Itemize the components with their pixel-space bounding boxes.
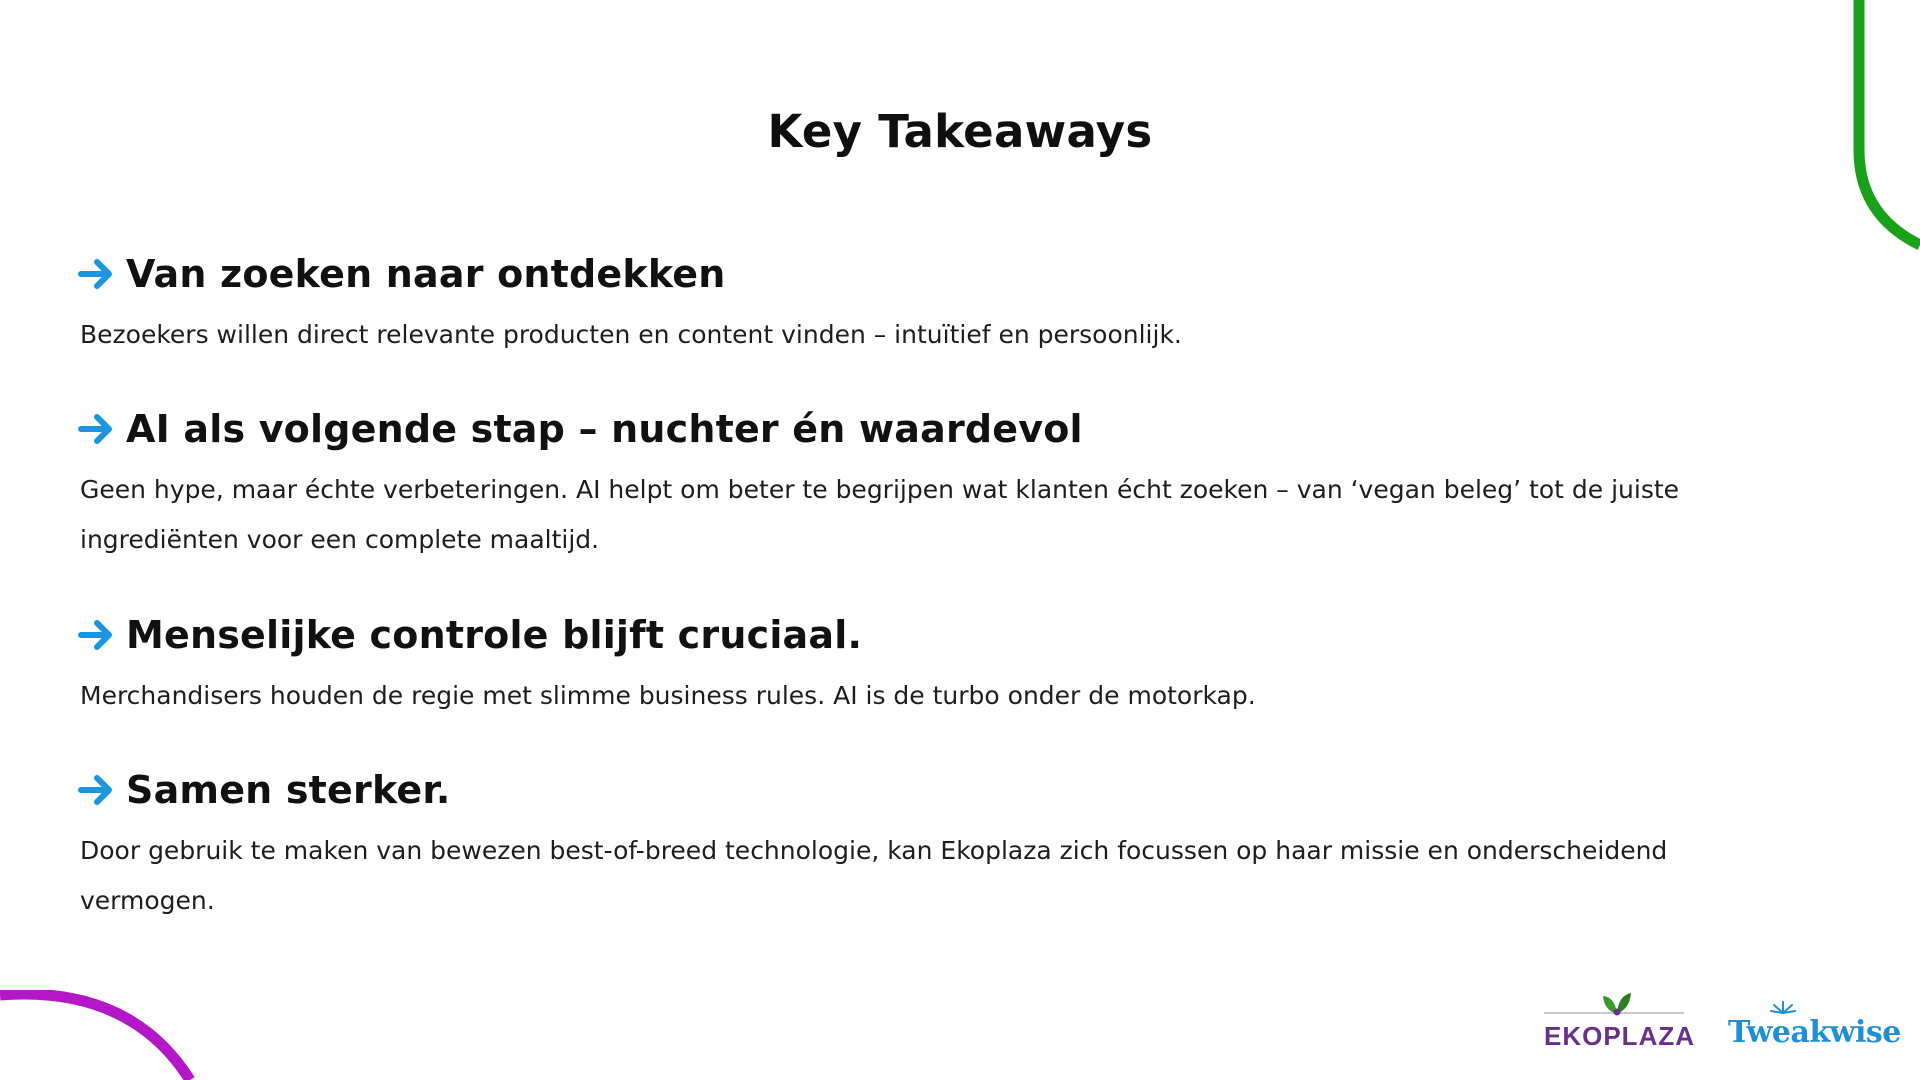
- takeaway-item: [78, 401, 1758, 565]
- takeaway-header: [78, 246, 1758, 302]
- takeaway-heading: Samen sterker.: [126, 768, 451, 812]
- purple-arc-decoration: [0, 990, 200, 1080]
- takeaway-header: [78, 401, 1758, 457]
- takeaway-item: [78, 762, 1758, 926]
- arrow-right-icon: [78, 617, 114, 653]
- takeaway-body: Merchandisers houden de regie met slimme business rules. AI is de turbo onder de motorkap.: [80, 681, 1256, 710]
- takeaway-heading: Van zoeken naar ontdekken: [126, 252, 726, 296]
- tweakwise-wordmark: Tweakwise: [1728, 1015, 1901, 1050]
- takeaway-heading: Menselijke controle blijft cruciaal.: [126, 613, 863, 657]
- page-title: Key Takeaways: [767, 105, 1153, 158]
- takeaway-body: Bezoekers willen direct relevante producten en content vinden – intuïtief en persoonlijk.: [80, 320, 1182, 349]
- sparkle-icon: [1770, 1000, 1796, 1014]
- takeaway-heading: AI als volgende stap – nuchter én waardevol: [126, 407, 1083, 451]
- arrow-right-icon: [78, 772, 114, 808]
- takeaway-item: [78, 246, 1758, 360]
- takeaway-body: Geen hype, maar échte verbeteringen. AI helpt om beter te begrijpen wat klanten écht zoeken – van ‘vegan beleg’ tot de juiste ingrediënten voor een complete maaltijd.: [80, 475, 1680, 554]
- takeaway-body: Door gebruik te maken van bewezen best-of-breed technologie, kan Ekoplaza zich focussen op haar missie en onderscheidend vermogen.: [80, 836, 1668, 915]
- takeaway-item: [78, 607, 1758, 721]
- takeaway-header: [78, 762, 1758, 818]
- takeaway-header: [78, 607, 1758, 663]
- tweakwise-logo: [1728, 992, 1901, 1052]
- partner-logos: [1544, 992, 1901, 1052]
- leaf-icon: [1602, 992, 1632, 1016]
- arrow-right-icon: [78, 411, 114, 447]
- arrow-right-icon: [78, 256, 114, 292]
- ekoplaza-wordmark: EKOPLAZA: [1544, 1021, 1695, 1051]
- ekoplaza-logo: [1544, 992, 1695, 1052]
